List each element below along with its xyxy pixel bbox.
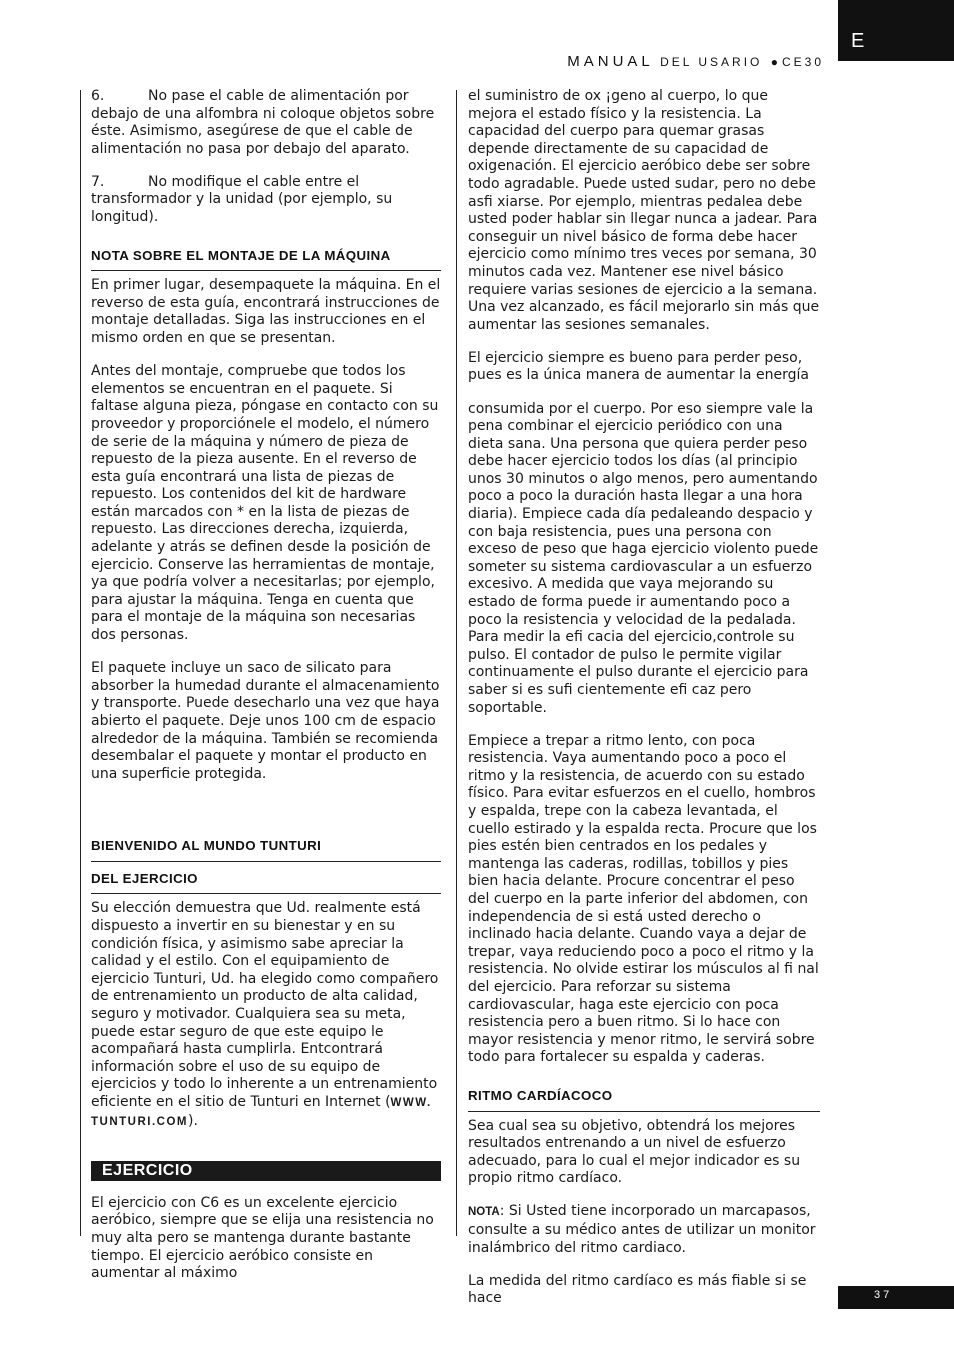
right-column-rule: [456, 90, 457, 1236]
bienvenido-heading: BIENVENIDO AL MUNDO TUNTURI: [91, 837, 441, 862]
ejercicio-paragraph: El ejercicio con C6 es un excelente ejercicio aeróbico, siempre que se elija una resistencia no muy alta pero se mantenga durante bastante tiempo. El ejercicio aeróbico consiste en aumentar al máximo: [91, 1194, 434, 1282]
item-7: [91, 174, 441, 227]
header-rest: DEL USARIO: [660, 55, 763, 69]
running-header: [567, 53, 824, 70]
bienvenido-end: ).: [188, 1112, 198, 1129]
section-letter: E: [851, 30, 865, 52]
item-6-text: No pase el cable de alimentación por debajo de una alfombra ni coloque objetos sobre éste. Asimismo, asegúrese de que el cable de alimentación no pasa por debajo del aparato.: [91, 88, 435, 157]
ejercicio-subheading: DEL EJERCICIO: [91, 870, 441, 895]
left-column-rule: [80, 90, 81, 1236]
montaje-paragraph-1: En primer lugar, desempaquete la máquina. En el reverso de esta guía, encontrará instrucciones de montaje detalladas. Siga las instrucciones en el mismo orden en que se presentan.: [91, 277, 441, 347]
montaje-paragraph-2: Antes del montaje, compruebe que todos los elementos se encuentran en el paquete. Si faltase alguna pieza, póngase en contacto con su proveedor y proporciónele el modelo, el número de serie de la máquina y número de pieza de repuesto de la pieza ausente. En el reverso de esta guía encontrará una lista de piezas de repuesto. Los contenidos del kit de hardware están marcados con * en la lista de piezas de repuesto. Las direcciones derecha, izquierda, adelante y atrás se definen desde la posición de ejercicio. Conserve las herramientas de montaje, ya que podría volver a necesitarlas; por ejemplo, para ajustar la máquina. Tenga en cuenta que para el montaje de la máquina son necesarias dos personas.: [91, 363, 439, 644]
item-7-number: 7.: [91, 173, 105, 190]
montaje-paragraph-3: El paquete incluye un saco de silicato para absorber la humedad durante el almacenamiento y transporte. Puede desecharlo una vez que haya abierto el paquete. Deje unos 100 cm de espacio alrededor de la máquina. También se recomienda desembalar el paquete y montar el producto en una superficie protegida.: [91, 660, 440, 782]
page-number-tab: [838, 1286, 954, 1309]
ejercicio-heading: EJERCICIO: [91, 1161, 441, 1181]
nota-label: NOTA: [468, 1206, 500, 1219]
right-column: [468, 88, 820, 1308]
nota-text: : Si Usted tiene incorporado un marcapasos, consulte a su médico antes de utilizar un monitor inalámbrico del ritmo cardiaco.: [468, 1203, 816, 1256]
montaje-heading: NOTA SOBRE EL MONTAJE DE LA MÁQUINA: [91, 247, 441, 272]
header-model: CE30: [781, 55, 824, 69]
item-6: [91, 88, 441, 158]
aerobic-paragraph: el suministro de ox ¡geno al cuerpo, lo que mejora el estado físico y la resistencia. La capacidad del cuerpo para quemar grasas depende directamente de su capacidad de oxigenación. El ejercicio aeróbico debe ser sobre todo agradable. Puede usted sudar, pero no debe asfi xiarse. Por ejemplo, mientras pedalea debe usted poder hablar sin llegar nunca a jadear. Para conseguir un nivel básico de forma debe hacer ejercicio como mínimo tres veces por semana, 30 minutos cada vez. Mantener ese nivel básico requiere varias sesiones de ejercicio a la semana. Una vez alcanzado, es fácil mejorarlo sin más que aumentar las sesiones semanales.: [468, 88, 820, 333]
ritmo-paragraph-1: Sea cual sea su objetivo, obtendrá los mejores resultados entrenando a un nivel de esfuerzo adecuado, para lo cual el mejor indicador es su propio ritmo cardíaco.: [468, 1117, 801, 1187]
section-tab: [838, 0, 954, 61]
nota-paragraph: [468, 1203, 820, 1257]
ritmo-paragraph-2: La medida del ritmo cardíaco es más fiable si se hace: [468, 1272, 807, 1307]
item-7-text: No modifique el cable entre el transformador y la unidad (por ejemplo, su longitud).: [91, 173, 393, 226]
header-bullet: ●: [770, 55, 778, 69]
bienvenido-paragraph: [91, 900, 441, 1131]
website-link-part-2: TUNTURI.COM: [91, 1115, 188, 1128]
ritmo-heading: RITMO CARDÍACOCO: [468, 1087, 820, 1112]
bienvenido-text: Su elección demuestra que Ud. realmente está dispuesto a invertir en su bienestar y en su condición física, y asimismo sabe apreciar la calidad y el estilo. Con el equipamiento de ejercicio Tunturi, Ud. ha elegido como compañero de entrenamiento un producto de alta calidad, seguro y motivador. Cualquiera sea su meta, puede estar seguro de que este equipo le acompañará hasta cumplirla. Entcontrará información sobre el uso de su equipo de ejercicios y todo lo inherente a un entrenamiento eficiente en el sitio de Tunturi en Internet (: [91, 900, 439, 1110]
weight-paragraph: El ejercicio siempre es bueno para perder peso, pues es la única manera de aumentar la energía: [468, 349, 809, 384]
page-number: 37: [874, 1289, 893, 1301]
diet-paragraph: consumida por el cuerpo. Por eso siempre vale la pena combinar el ejercicio periódico con una dieta sana. Una persona que quiera perder peso debe hacer ejercicio todos los días (al principio unos 30 minutos o algo menos, pero aumentando poco a poco la duración hasta llegar a una hora diaria). Empiece cada día pedaleando despacio y con baja resistencia, pues una persona con exceso de peso que haga ejercicio violento puede someter su sistema cardiovascular a un esfuerzo excesivo. A medida que vaya mejorando su estado de forma puede ir aumentando poco a poco la resistencia y velocidad de la pedalada. Para medir la efi cacia del ejercicio,controle su pulso. El contador de pulso le permite vigilar continuamente el pulso durante el ejercicio para saber si es sufi cientemente efi caz pero soportable.: [468, 400, 819, 716]
left-column: [91, 88, 441, 1283]
climbing-paragraph: Empiece a trepar a ritmo lento, con poca resistencia. Vaya aumentando poco a poco el ritmo y la resistencia, de acuerdo con su estado físico. Para evitar esfuerzos en el cuello, hombros y espalda, trepe con la cabeza levantada, el cuello estirado y la espalda recta. Procure que los pies estén bien centrados en los pedales y mantenga las caderas, rodillas, tobillos y pies bien hacia delante. Procure concentrar el peso del cuerpo en la parte inferior del abdomen, con independencia de si está usted derecho o inclinado hacia delante. Cuando vaya a dejar de trepar, vaya reduciendo poco a poco el ritmo y la resistencia. No olvide estirar los músculos al fi nal del ejercicio. Para reforzar su sistema cardiovascular, haga este ejercicio con poca resistencia pero a buen ritmo. Si lo hace con mayor resistencia y menor ritmo, le servirá sobre todo para fortalecer su espalda y caderas.: [468, 732, 819, 1066]
item-6-number: 6.: [91, 88, 105, 104]
header-manual: MANUAL: [567, 53, 654, 70]
website-link-part-1: WWW.: [390, 1097, 432, 1109]
